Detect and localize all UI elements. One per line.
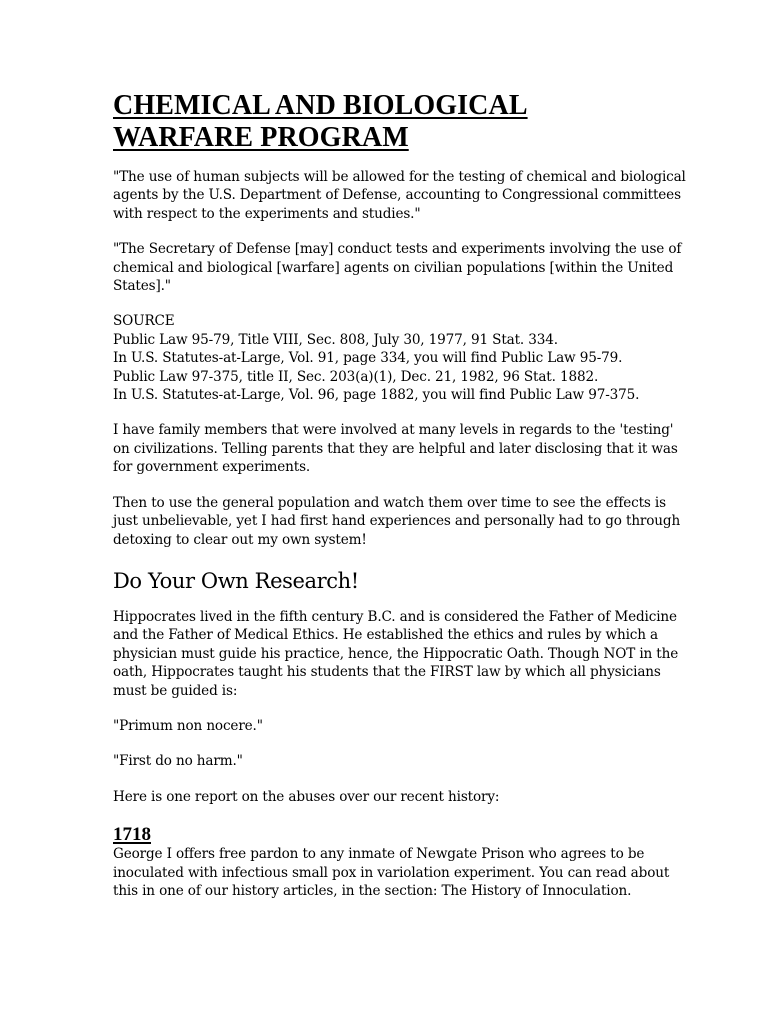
source-label: SOURCE [113, 313, 175, 330]
text-line: with respect to the experiments and studies." [113, 205, 421, 222]
text-line: chemical and biological [warfare] agents on civilian populations [within the United [113, 259, 674, 276]
text-line: detoxing to clear out my own system! [113, 531, 367, 548]
text-line: George I offers free pardon to any inmate of Newgate Prison who agrees to be [113, 846, 645, 863]
text-line: I have family members that were involved at many levels in regards to the 'testing' [113, 422, 674, 439]
report-intro: Here is one report on the abuses over our recent history: [113, 788, 500, 805]
text-line: "The Secretary of Defense [may] conduct tests and experiments involving the use of [113, 241, 682, 258]
text-line: oath, Hippocrates taught his students that the FIRST law by which all physicians [113, 664, 661, 681]
source-paragraph [113, 312, 661, 404]
year-paragraph [113, 845, 670, 900]
english-quote: "First do no harm." [113, 753, 243, 770]
source-line: In U.S. Statutes-at-Large, Vol. 91, page 334, you will find Public Law 95-79. [113, 350, 623, 367]
research-heading: Do Your Own Research! [113, 568, 359, 593]
source-line: In U.S. Statutes-at-Large, Vol. 96, page 1882, you will find Public Law 97-375. [113, 387, 640, 404]
text-line: States]." [113, 278, 171, 295]
text-line: just unbelievable, yet I had first hand experiences and personally had to go through [113, 513, 681, 530]
text-line: agents by the U.S. Department of Defense, accounting to Congressional committees [113, 187, 681, 204]
text-line: this in one of our history articles, in the section: The History of Innoculation. [113, 882, 632, 899]
quote-paragraph-2 [113, 240, 682, 295]
text-line: and the Father of Medical Ethics. He established the ethics and rules by which a [113, 627, 658, 644]
population-paragraph [113, 494, 681, 549]
family-paragraph [113, 421, 678, 476]
document-page [113, 90, 686, 900]
source-line: Public Law 95-79, Title VIII, Sec. 808, July 30, 1977, 91 Stat. 334. [113, 331, 558, 348]
quote-paragraph-1 [113, 168, 686, 223]
source-line: Public Law 97-375, title II, Sec. 203(a)(1), Dec. 21, 1982, 96 Stat. 1882. [113, 368, 599, 385]
text-line: must be guided is: [113, 682, 238, 699]
text-line: "The use of human subjects will be allowed for the testing of chemical and biological [113, 169, 686, 185]
text-line: Hippocrates lived in the fifth century B.C. and is considered the Father of Medicine [113, 608, 677, 625]
title-line: WARFARE PROGRAM [113, 122, 409, 153]
text-line: physician must guide his practice, hence, the Hippocratic Oath. Though NOT in the [113, 645, 679, 662]
hippocrates-paragraph [113, 608, 679, 700]
page-title [113, 90, 661, 154]
text-line: inoculated with infectious small pox in variolation experiment. You can read about [113, 864, 670, 881]
text-line: Then to use the general population and watch them over time to see the effects is [113, 494, 666, 511]
year-heading: 1718 [113, 824, 151, 846]
text-line: on civilizations. Telling parents that they are helpful and later disclosing that it was [113, 440, 678, 457]
latin-quote: "Primum non nocere." [113, 717, 263, 734]
text-line: for government experiments. [113, 459, 311, 476]
title-line: CHEMICAL AND BIOLOGICAL [113, 90, 528, 121]
